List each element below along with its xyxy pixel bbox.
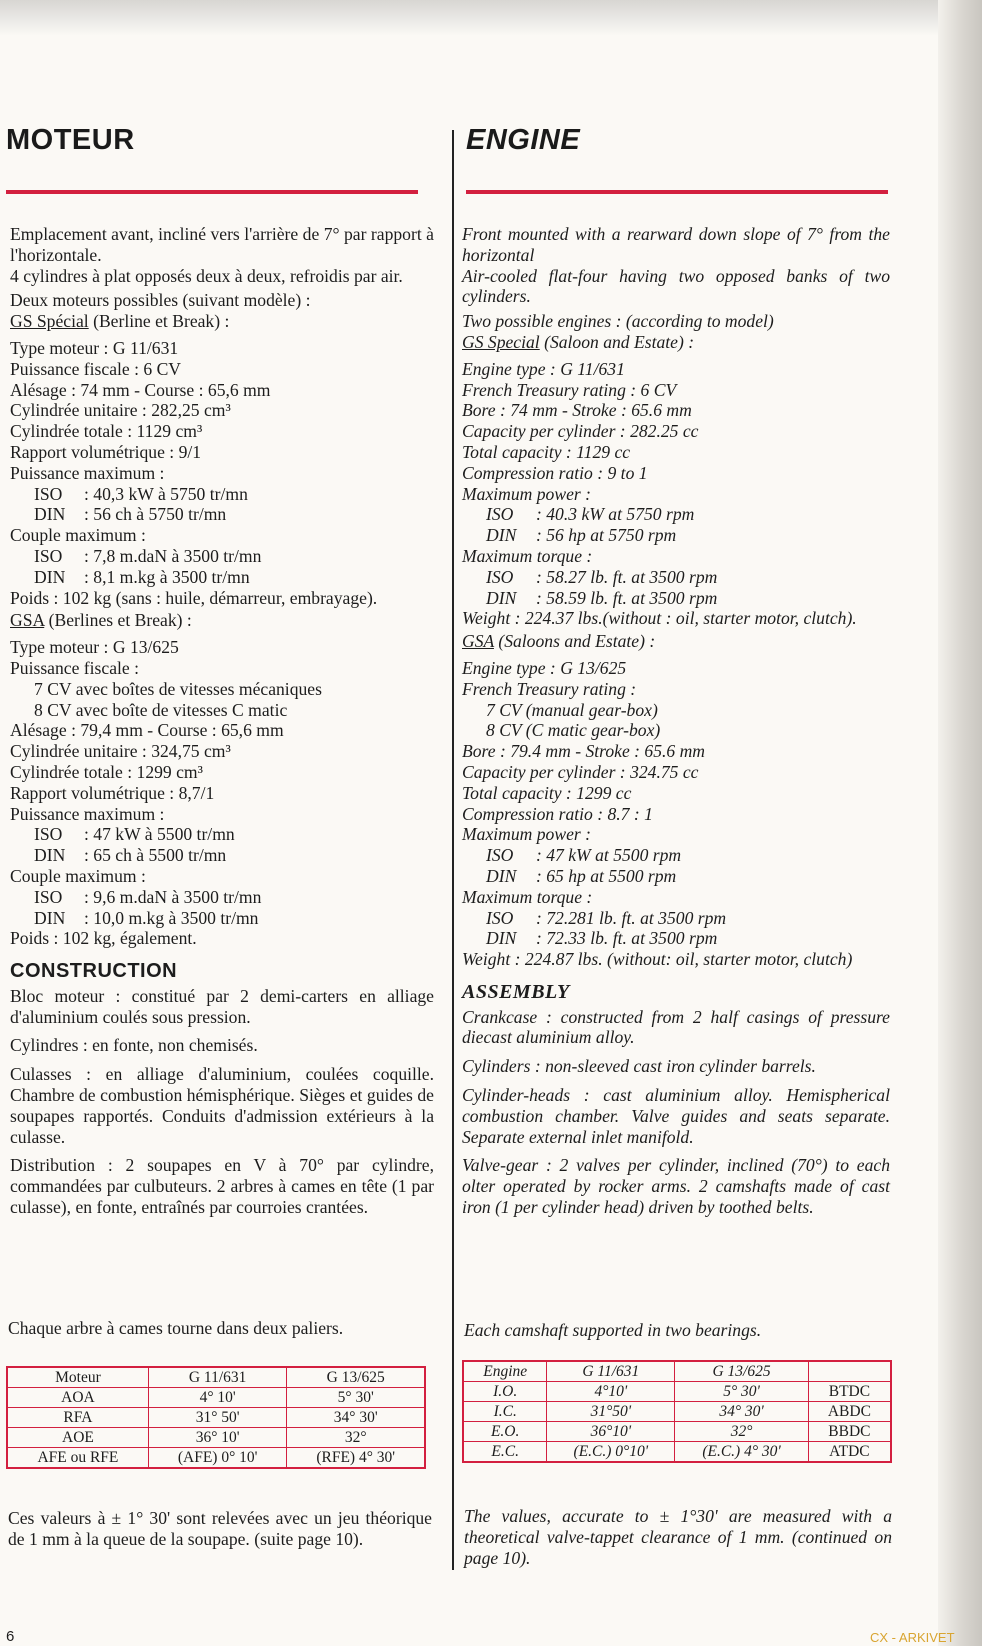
table-cell: 32° xyxy=(675,1422,809,1442)
english-gs-torque-label-iso: ISO xyxy=(486,566,514,587)
french-gs-weight: Poids : 102 kg (sans : huile, démarreur, embrayage). xyxy=(10,587,378,608)
table-cell: 34° 30' xyxy=(287,1408,425,1428)
french-gs-spec: Puissance fiscale : 6 CV xyxy=(10,358,182,379)
english-intro-1: Front mounted with a rearward down slope of 7° from the horizontal xyxy=(462,224,890,265)
french-gs-torque-value: : 8,1 m.kg à 3500 tr/mn xyxy=(84,566,250,587)
french-gsa-torque-row xyxy=(10,908,434,929)
french-gs-torque-value: : 7,8 m.daN à 3500 tr/mn xyxy=(84,545,262,566)
table-header-row xyxy=(7,1367,425,1388)
english-gsa-spec: Engine type : G 13/625 xyxy=(462,657,627,678)
french-gsa-model: GSA xyxy=(10,610,45,631)
english-gsa-power-row xyxy=(462,866,890,887)
french-gs-power-label: ISO xyxy=(34,483,63,504)
french-construction-item: Bloc moteur : constitué par 2 demi-carters en alliage d'aluminium coulés sous pression. xyxy=(10,985,434,1027)
table-row xyxy=(7,1388,425,1408)
english-gsa-torque-label-din: DIN xyxy=(486,928,517,949)
english-gsa-heading xyxy=(462,631,890,652)
english-gs-torque-row xyxy=(462,588,890,609)
french-gs-torque-label-iso: ISO xyxy=(34,545,63,566)
french-gs-spec: Puissance maximum : xyxy=(10,462,165,483)
english-gsa-torque-row xyxy=(462,908,890,929)
table-cell: 4°10' xyxy=(547,1382,675,1402)
english-gs-power-row xyxy=(462,525,890,546)
french-title: MOTEUR xyxy=(6,124,135,156)
english-title: ENGINE xyxy=(466,124,581,156)
english-gs-power-value: : 56 hp at 5750 rpm xyxy=(536,525,677,546)
french-gsa-power-label: ISO xyxy=(34,824,63,845)
table-cell: 34° 30' xyxy=(675,1402,809,1422)
table-cell: 36° 10' xyxy=(148,1428,287,1448)
table-header-row xyxy=(463,1361,891,1382)
french-gsa-spec: Cylindrée unitaire : 324,75 cm³ xyxy=(10,741,231,762)
table-cell: BTDC xyxy=(808,1382,891,1402)
table-header-cell: G 11/631 xyxy=(547,1361,675,1382)
french-gs-power-value: : 40,3 kW à 5750 tr/mn xyxy=(84,483,248,504)
table-cell: AFE ou RFE xyxy=(7,1448,148,1469)
english-title-rule xyxy=(466,190,888,194)
table-cell: ABDC xyxy=(808,1402,891,1422)
french-gs-model: GS Spécial xyxy=(10,311,89,332)
french-body xyxy=(10,224,434,1226)
french-title-rule xyxy=(6,190,418,194)
french-construction-item: Culasses : en alliage d'aluminium, coulées coquille. Chambre de combustion hémisphérique. Sièges et guides de soupapes rapportés. Conduits d'admission extérieurs à la culasse. xyxy=(10,1064,434,1147)
english-gsa-power-row xyxy=(462,845,890,866)
french-gs-power-row xyxy=(10,504,434,525)
english-gs-model: GS Special xyxy=(462,331,540,352)
english-gsa-weight: Weight : 224.87 lbs. (without: oil, starter motor, clutch) xyxy=(462,949,853,970)
french-gsa-spec: Type moteur : G 13/625 xyxy=(10,637,179,658)
archive-watermark: CX - ARKIVET xyxy=(870,1630,955,1645)
table-cell: RFA xyxy=(7,1408,148,1428)
french-intro-3: Deux moteurs possibles (suivant modèle) : xyxy=(10,290,311,311)
english-intro-3: Two possible engines : (according to model) xyxy=(462,311,774,332)
english-gsa-torque-label: Maximum torque : xyxy=(462,886,593,907)
table-cell: AOA xyxy=(7,1388,148,1408)
english-gsa-power-label: ISO xyxy=(486,845,514,866)
french-gs-torque-label: Couple maximum : xyxy=(10,525,146,546)
french-gsa-torque-value: : 10,0 m.kg à 3500 tr/mn xyxy=(84,907,259,928)
french-gs-torque-row xyxy=(10,546,434,567)
french-timing-table xyxy=(6,1366,426,1469)
french-gsa-power-value: : 65 ch à 5500 tr/mn xyxy=(84,845,227,866)
page-edge-shadow xyxy=(938,0,982,1646)
english-gsa-power-value: : 65 hp at 5500 rpm xyxy=(536,865,677,886)
french-gsa-model-suffix: (Berlines et Break) : xyxy=(44,610,192,631)
french-gsa-heading xyxy=(10,610,434,631)
french-construction-item: Cylindres : en fonte, non chemisés. xyxy=(10,1035,258,1056)
french-gsa-torque-label: Couple maximum : xyxy=(10,865,146,886)
english-gs-torque-label-din: DIN xyxy=(486,587,517,608)
table-cell: E.C. xyxy=(463,1442,547,1463)
table-cell: I.C. xyxy=(463,1402,547,1422)
english-gs-weight: Weight : 224.37 lbs.(without : oil, starter motor, clutch). xyxy=(462,608,857,629)
english-gsa-fiscal: 8 CV (C matic gear-box) xyxy=(486,720,661,741)
table-row xyxy=(7,1428,425,1448)
scan-top-band xyxy=(0,0,940,36)
english-gs-spec: Total capacity : 1129 cc xyxy=(462,441,631,462)
table-header-cell: Engine xyxy=(463,1361,547,1382)
french-gsa-torque-label-iso: ISO xyxy=(34,886,63,907)
english-construction-title: ASSEMBLY xyxy=(462,980,570,1003)
french-gsa-power-row xyxy=(10,845,434,866)
english-body xyxy=(462,224,890,1226)
table-cell: (AFE) 0° 10' xyxy=(148,1448,287,1469)
french-gs-spec: Alésage : 74 mm - Course : 65,6 mm xyxy=(10,379,271,400)
english-gsa-model: GSA xyxy=(462,631,494,652)
french-camshaft-note: Chaque arbre à cames tourne dans deux paliers. xyxy=(8,1318,344,1338)
french-gs-spec: Type moteur : G 11/631 xyxy=(10,337,179,358)
french-gsa-weight: Poids : 102 kg, également. xyxy=(10,928,197,949)
english-gs-spec: Compression ratio : 9 to 1 xyxy=(462,462,648,483)
table-header-cell: G 13/625 xyxy=(287,1367,425,1388)
french-gs-torque-row xyxy=(10,567,434,588)
english-construction-item: Cylinders : non-sleeved cast iron cylinder barrels. xyxy=(462,1056,816,1077)
page-number: 6 xyxy=(6,1628,15,1645)
french-gsa-fiscal: 7 CV avec boîtes de vitesses mécaniques xyxy=(34,678,322,699)
english-gsa-torque-row xyxy=(462,928,890,949)
table-cell: 4° 10' xyxy=(148,1388,287,1408)
french-gs-model-suffix: (Berline et Break) : xyxy=(88,311,230,332)
table-cell: (E.C.) 0°10' xyxy=(547,1442,675,1463)
table-cell: ATDC xyxy=(808,1442,891,1463)
french-construction-item: Distribution : 2 soupapes en V à 70° par cylindre, commandées par culbuteurs. 2 arbres à cames en tête (1 par culasse), en fonte, entraînés par courroies crantées. xyxy=(10,1155,434,1218)
english-construction-item: Crankcase : constructed from 2 half casings of pressure diecast aluminium alloy. xyxy=(462,1006,890,1048)
english-gs-torque-value: : 58.27 lb. ft. at 3500 rpm xyxy=(536,566,718,587)
english-gs-power-value: : 40.3 kW at 5750 rpm xyxy=(536,504,695,525)
english-construction-item: Valve-gear : 2 valves per cylinder, inclined (70°) to each olter operated by rocker arms. 2 camshafts made of cast iron (1 per cylinder head) driven by toothed belts. xyxy=(462,1155,890,1218)
english-gsa-model-suffix: (Saloons and Estate) : xyxy=(493,631,656,652)
french-gs-spec: Cylindrée unitaire : 282,25 cm³ xyxy=(10,400,231,421)
table-row xyxy=(7,1448,425,1469)
table-cell: 32° xyxy=(287,1428,425,1448)
english-gsa-torque-label-iso: ISO xyxy=(486,907,514,928)
english-gs-heading xyxy=(462,332,890,353)
english-camshaft-note: Each camshaft supported in two bearings. xyxy=(464,1320,762,1340)
french-gsa-torque-value: : 9,6 m.daN à 3500 tr/mn xyxy=(84,886,262,907)
table-cell: (RFE) 4° 30' xyxy=(287,1448,425,1469)
french-gsa-torque-label-din: DIN xyxy=(34,907,66,928)
english-gsa-spec: Bore : 79.4 mm - Stroke : 65.6 mm xyxy=(462,741,706,762)
english-gsa-power-label: DIN xyxy=(486,865,517,886)
english-gs-power-label: ISO xyxy=(486,504,514,525)
english-gsa-spec: French Treasury rating : xyxy=(462,678,637,699)
english-gsa-spec: Compression ratio : 8.7 : 1 xyxy=(462,803,653,824)
column-divider xyxy=(452,130,454,1570)
english-gs-spec: Capacity per cylinder : 282.25 cc xyxy=(462,421,699,442)
french-gs-spec: Cylindrée totale : 1129 cm³ xyxy=(10,421,203,442)
english-gs-spec: Maximum power : xyxy=(462,483,591,504)
french-gsa-spec: Cylindrée totale : 1299 cm³ xyxy=(10,761,203,782)
french-gsa-spec: Alésage : 79,4 mm - Course : 65,6 mm xyxy=(10,720,284,741)
english-gs-spec: Bore : 74 mm - Stroke : 65.6 mm xyxy=(462,400,692,421)
english-gsa-spec: Total capacity : 1299 cc xyxy=(462,782,632,803)
english-gsa-torque-value: : 72.281 lb. ft. at 3500 rpm xyxy=(536,907,727,928)
english-construction-item: Cylinder-heads : cast aluminium alloy. Hemispherical combustion chamber. Valve guides and seats separate. Separate external inlet manifold. xyxy=(462,1085,890,1147)
table-cell: 36°10' xyxy=(547,1422,675,1442)
french-gsa-spec: Rapport volumétrique : 8,7/1 xyxy=(10,782,215,803)
french-gsa-power-value: : 47 kW à 5500 tr/mn xyxy=(84,824,235,845)
english-gsa-fiscal: 7 CV (manual gear-box) xyxy=(486,699,658,720)
table-row xyxy=(463,1402,891,1422)
french-gsa-spec: Puissance fiscale : xyxy=(10,657,139,678)
table-header-cell: Moteur xyxy=(7,1367,148,1388)
english-timing-table xyxy=(462,1360,892,1463)
table-header-cell: G 13/625 xyxy=(675,1361,809,1382)
english-gs-torque-row xyxy=(462,567,890,588)
english-gsa-power-value: : 47 kW at 5500 rpm xyxy=(536,845,682,866)
french-gsa-power-row xyxy=(10,824,434,845)
table-cell: (E.C.) 4° 30' xyxy=(675,1442,809,1463)
french-gs-power-value: : 56 ch à 5750 tr/mn xyxy=(84,504,227,525)
table-cell: AOE xyxy=(7,1428,148,1448)
english-gs-power-row xyxy=(462,504,890,525)
table-header-cell xyxy=(808,1361,891,1382)
french-construction-title: CONSTRUCTION xyxy=(10,960,178,983)
table-cell: 5° 30' xyxy=(675,1382,809,1402)
french-intro-2: 4 cylindres à plat opposés deux à deux, refroidis par air. xyxy=(10,265,403,286)
table-cell: 5° 30' xyxy=(287,1388,425,1408)
french-gs-power-row xyxy=(10,484,434,505)
english-gsa-torque-value: : 72.33 lb. ft. at 3500 rpm xyxy=(536,928,718,949)
french-gsa-spec: Puissance maximum : xyxy=(10,803,165,824)
table-cell: 31°50' xyxy=(547,1402,675,1422)
table-header-cell: G 11/631 xyxy=(148,1367,287,1388)
english-gsa-spec: Maximum power : xyxy=(462,824,591,845)
french-gs-torque-label-din: DIN xyxy=(34,566,66,587)
french-gs-power-label: DIN xyxy=(34,504,66,525)
french-gs-heading xyxy=(10,311,434,332)
french-intro-1: Emplacement avant, incliné vers l'arrière de 7° par rapport à l'horizontale. xyxy=(10,224,434,265)
french-gs-spec: Rapport volumétrique : 9/1 xyxy=(10,441,202,462)
table-cell: 31° 50' xyxy=(148,1408,287,1428)
english-footnote: The values, accurate to ± 1°30' are measured with a theoretical valve-tappet clearance of 1 mm. (continued on page 10). xyxy=(464,1506,892,1568)
table-cell: E.O. xyxy=(463,1422,547,1442)
table-row xyxy=(463,1422,891,1442)
english-gs-model-suffix: (Saloon and Estate) : xyxy=(539,331,695,352)
english-gs-spec: French Treasury rating : 6 CV xyxy=(462,379,677,400)
english-gs-torque-label: Maximum torque : xyxy=(462,545,593,566)
english-gs-power-label: DIN xyxy=(486,525,517,546)
french-gsa-fiscal: 8 CV avec boîte de vitesses C matic xyxy=(34,699,288,720)
english-intro-2: Air-cooled flat-four having two opposed banks of two cylinders. xyxy=(462,265,890,307)
table-row xyxy=(7,1408,425,1428)
french-gsa-power-label: DIN xyxy=(34,845,66,866)
english-gsa-spec: Capacity per cylinder : 324.75 cc xyxy=(462,761,699,782)
english-gs-spec: Engine type : G 11/631 xyxy=(462,358,625,379)
french-footnote: Ces valeurs à ± 1° 30' sont relevées avec un jeu théorique de 1 mm à la queue de la soupape. (suite page 10). xyxy=(8,1508,432,1549)
french-gsa-torque-row xyxy=(10,887,434,908)
table-cell: BBDC xyxy=(808,1422,891,1442)
table-cell: I.O. xyxy=(463,1382,547,1402)
english-gs-torque-value: : 58.59 lb. ft. at 3500 rpm xyxy=(536,587,718,608)
table-row xyxy=(463,1382,891,1402)
table-row xyxy=(463,1442,891,1463)
